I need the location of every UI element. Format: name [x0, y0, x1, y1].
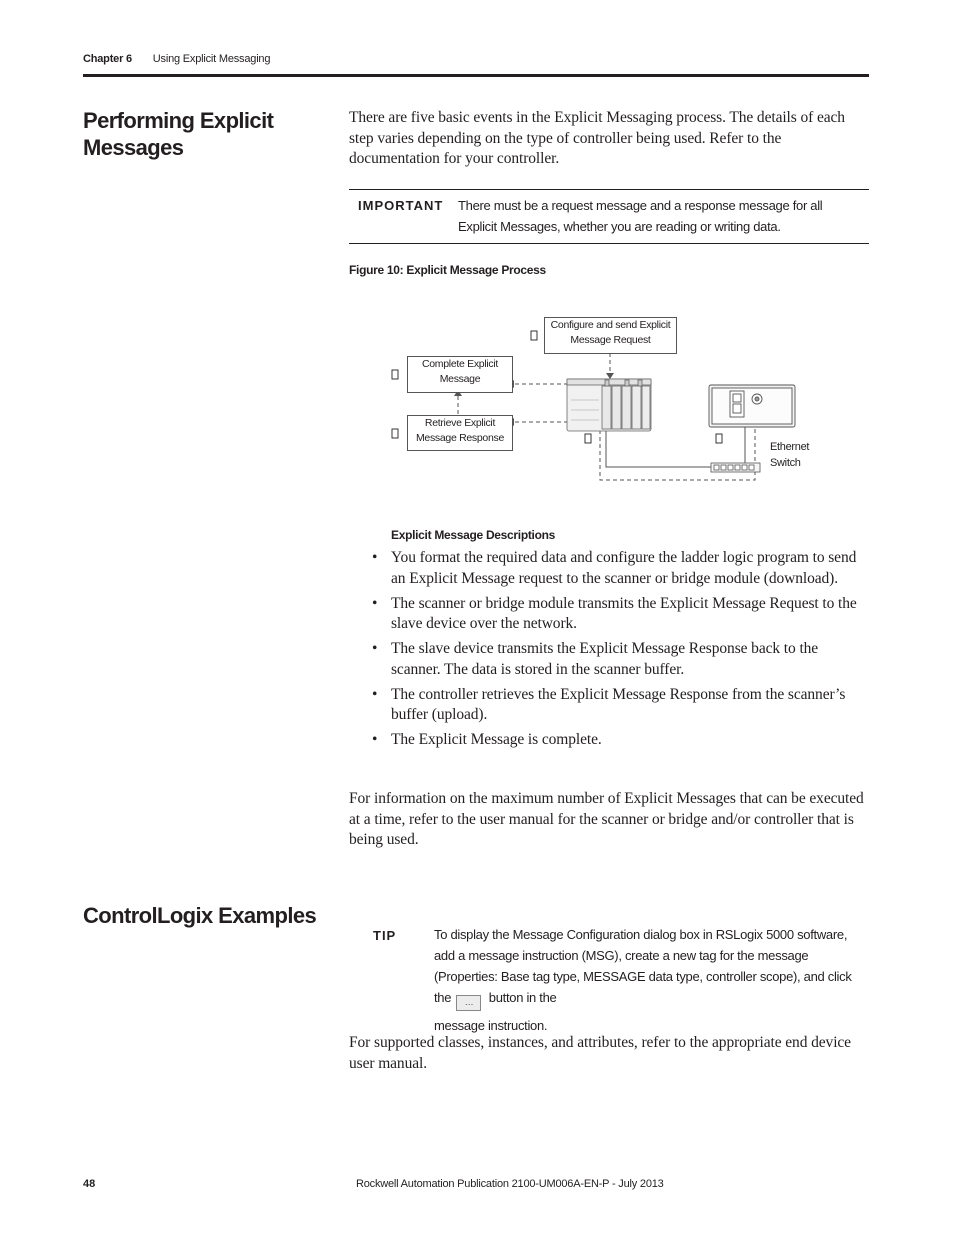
step-markers: [380, 310, 820, 490]
descriptions-heading: Explicit Message Descriptions: [391, 528, 556, 542]
intro-paragraph: There are five basic events in the Explicit Messaging process. The details of each step varies depending on the type of controller being used. Refer to the documentation for your controller.: [349, 109, 845, 167]
list-item-text: The scanner or bridge module transmits the Explicit Message Request to the slave device over the network.: [391, 594, 857, 632]
page-number: 48: [83, 1178, 96, 1190]
list-item: [371, 685, 869, 726]
descriptions-list: [371, 548, 869, 755]
list-item: [371, 730, 869, 751]
important-callout: [349, 189, 869, 244]
step-marker-icon-1: [531, 331, 537, 340]
box-configure-line-2: Message Request: [570, 334, 651, 346]
box-retrieve-line-2: Message Response: [415, 432, 504, 444]
step-marker-icon-2: [585, 434, 591, 443]
tip-text: [434, 924, 869, 1036]
chapter-label: Chapter 6: [83, 53, 132, 65]
tip-text-after: button in the: [488, 990, 557, 1005]
important-text: There must be a request message and a response message for all Explicit Messages, whether you are reading or writing data.: [458, 198, 823, 234]
ethernet-label-line-1: Ethernet: [770, 441, 810, 453]
step-marker-icon-4: [392, 429, 398, 438]
explicit-message-diagram: [380, 310, 820, 490]
section-heading-controllogix: ControlLogix Examples: [83, 903, 317, 928]
list-item-text: The Explicit Message is complete.: [391, 731, 602, 748]
bullet-glyph: •: [372, 640, 378, 657]
tip-text-before: To display the Message Configuration dialog box in RSLogix 5000 software, add a message instruction (MSG), create a new tag for the message (Properties: Base tag type, MESSAGE data type, controller scope), and click the: [434, 927, 852, 1005]
box-retrieve-line-1: Retrieve Explicit: [424, 417, 496, 429]
list-item-text: The slave device transmits the Explicit Message Response back to the scanner. The data is stored in the scanner buffer.: [391, 640, 819, 678]
box-complete-line-1: Complete Explicit: [421, 358, 498, 370]
running-header: [83, 53, 270, 65]
box-complete-line-2: Message: [439, 373, 481, 385]
classes-paragraph: For supported classes, instances, and attributes, refer to the appropriate end device user manual.: [349, 1034, 851, 1072]
step-marker-icon-3: [716, 434, 722, 443]
tip-text-end: message instruction.: [434, 1018, 548, 1033]
box-configure-line-1: Configure and send Explicit: [550, 319, 671, 331]
important-label: IMPORTANT: [358, 198, 444, 213]
section-heading-performing: Performing Explicit Messages: [83, 108, 274, 160]
bullet-glyph: •: [372, 549, 378, 566]
header-rule: [83, 74, 869, 77]
chapter-title: Using Explicit Messaging: [152, 53, 271, 65]
bullet-glyph: •: [372, 731, 378, 748]
list-item-text: The controller retrieves the Explicit Message Response from the scanner’s buffer (upload).: [391, 685, 846, 723]
ellipsis-button-icon: …: [456, 995, 481, 1011]
publication-footer: Rockwell Automation Publication 2100-UM006A-EN-P - July 2013: [356, 1178, 664, 1190]
bullet-glyph: •: [372, 685, 378, 703]
figure-caption: Figure 10: Explicit Message Process: [349, 263, 546, 277]
list-item: [371, 548, 869, 589]
step-marker-icon-5: [392, 370, 398, 379]
list-item: [371, 594, 869, 635]
list-item: [371, 639, 869, 680]
ethernet-label-line-2: Switch: [770, 457, 801, 469]
ethernet-switch-label: [770, 439, 809, 471]
tip-label: TIP: [373, 928, 397, 943]
bullet-glyph: •: [372, 594, 378, 612]
list-item-text: You format the required data and configure the ladder logic program to send an Explicit Message request to the scanner or bridge module (download).: [391, 549, 857, 587]
info-paragraph: For information on the maximum number of Explicit Messages that can be executed at a time, refer to the user manual for the scanner or bridge and/or controller that is being used.: [349, 790, 864, 848]
